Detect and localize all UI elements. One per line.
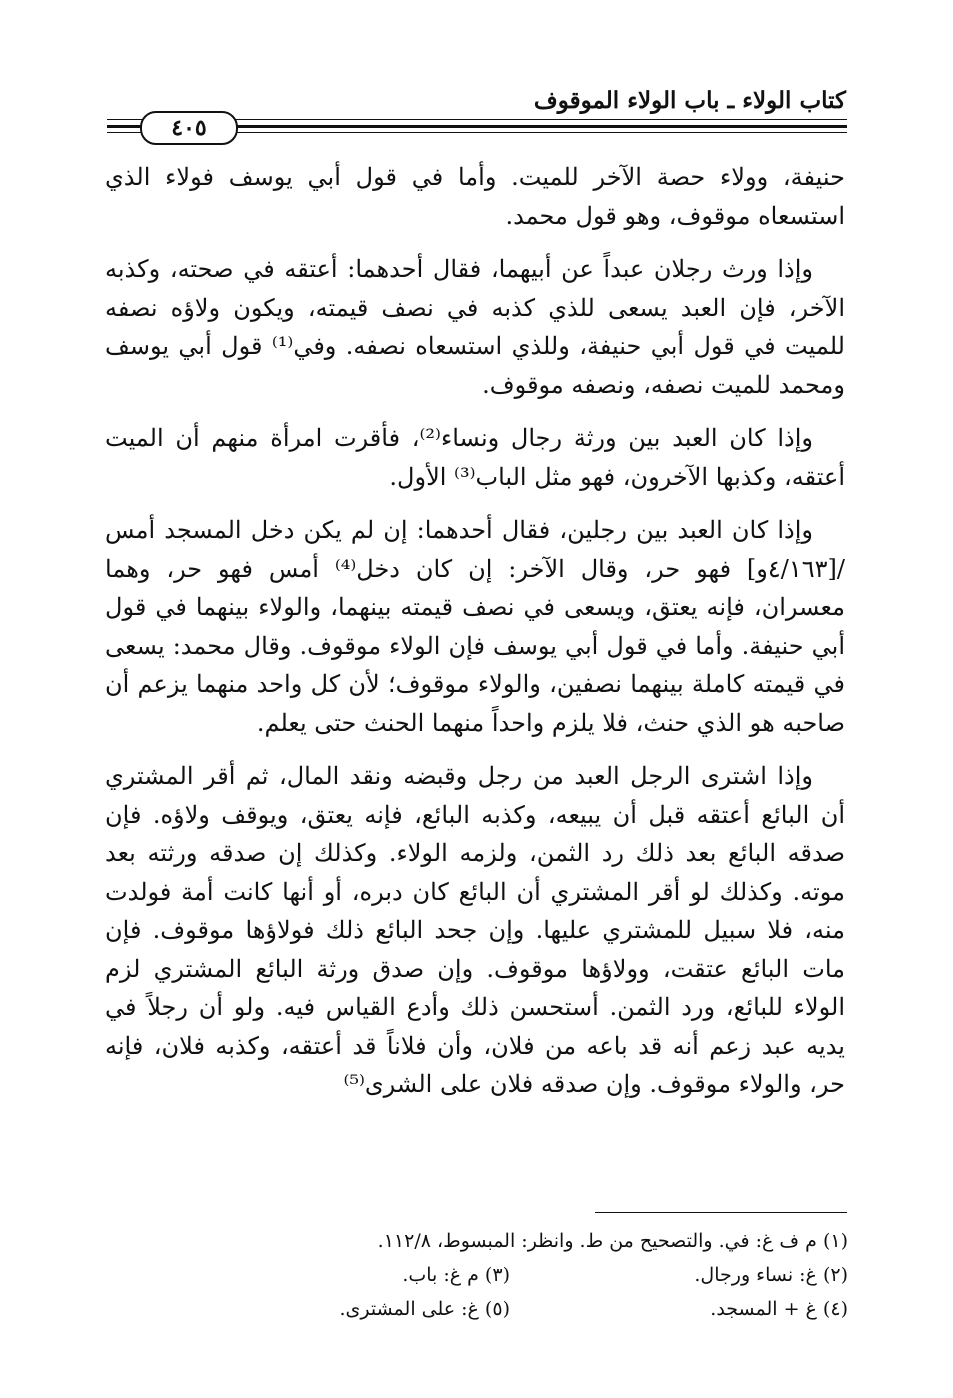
footnote-separator [595,1212,847,1213]
footnote-2: (٢) غ: نساء ورجال. [694,1264,848,1286]
footnote-5: (٥) غ: على المشترى. [339,1298,510,1320]
paragraph-4: وإذا كان العبد بين رجلين، فقال أحدهما: إن لم يكن دخل المسجد أمس /[٤/١٦٣و] فهو حر، وقال الآخر: إن كان دخل⁽⁴⁾ أمس فهو حر، وهما معسران، فإنه يعتق، ويسعى في نصف قيمته بينهما، والولاء بينهما في قول أبي حنيفة. وأما في قول أبي يوسف فإن الولاء موقوف. وقال محمد: يسعى في قيمته كاملة بينهما نصفين، والولاء موقوف؛ لأن كل واحد منهما يزعم أن صاحبه هو الذي حنث، فلا يلزم واحداً منهما الحنث حتى يعلم. [105,516,845,737]
footnote-1: (١) م ف غ: في. والتصحيح من ط. وانظر: المبسوط، ١١٢/٨. [377,1230,848,1252]
main-text [105,158,845,1119]
page-number-badge [140,111,238,145]
footnote-4: (٤) غ + المسجد. [710,1298,848,1320]
paragraph-5: وإذا اشترى الرجل العبد من رجل وقبضه ونقد المال، ثم أقر المشتري أن البائع أعتقه قبل أن يبيعه، وكذبه البائع، فإنه يعتق، ويوقف ولاؤه. فإن صدقه البائع بعد ذلك رد الثمن، ولزمه الولاء. وكذلك إن صدقه ورثته بعد موته. وكذلك لو أقر المشتري أن البائع كان دبره، أو أنها كانت أمة فولدت منه، فلا سبيل للمشتري عليها. وإن جحد البائع ذلك فولاؤها موقوف. فإن مات البائع عتقت، وولاؤها موقوف. وإن صدق ورثة البائع المشتري لزم الولاء للبائع، ورد الثمن. أستحسن ذلك وأدع القياس فيه. ولو أن رجلاً في يديه عبد زعم أنه قد باعه من فلان، وأن فلاناً قد أعتقه، وكذبه فلان، فإنه حر، والولاء موقوف. وإن صدقه فلان على الشرى⁽⁵⁾ [105,762,845,1098]
running-header-title: كتاب الولاء ـ باب الولاء الموقوف [533,87,846,114]
footnote-line [150,1258,848,1292]
footnotes [150,1224,848,1326]
paragraph-2: وإذا ورث رجلان عبداً عن أبيهما، فقال أحدهما: أعتقه في صحته، وكذبه الآخر، فإن العبد يسعى للذي كذبه في نصف قيمته، ويكون ولاؤه نصفه للميت في قول أبي حنيفة، وللذي استسعاه نصفه. وفي⁽¹⁾ قول أبي يوسف ومحمد للميت نصفه، ونصفه موقوف. [105,255,845,399]
page-number: ٤٠٥ [171,115,207,141]
footnote-line [150,1292,848,1326]
footnote-3: (٣) م غ: باب. [402,1264,510,1286]
footnote-line [150,1224,848,1258]
paragraph-3: وإذا كان العبد بين ورثة رجال ونساء⁽²⁾، فأقرت امرأة منهم أن الميت أعتقه، وكذبها الآخرون، فهو مثل الباب⁽³⁾ الأول. [105,424,845,491]
paragraph-1: حنيفة، وولاء حصة الآخر للميت. وأما في قول أبي يوسف فولاء الذي استسعاه موقوف، وهو قول محمد. [105,163,845,230]
